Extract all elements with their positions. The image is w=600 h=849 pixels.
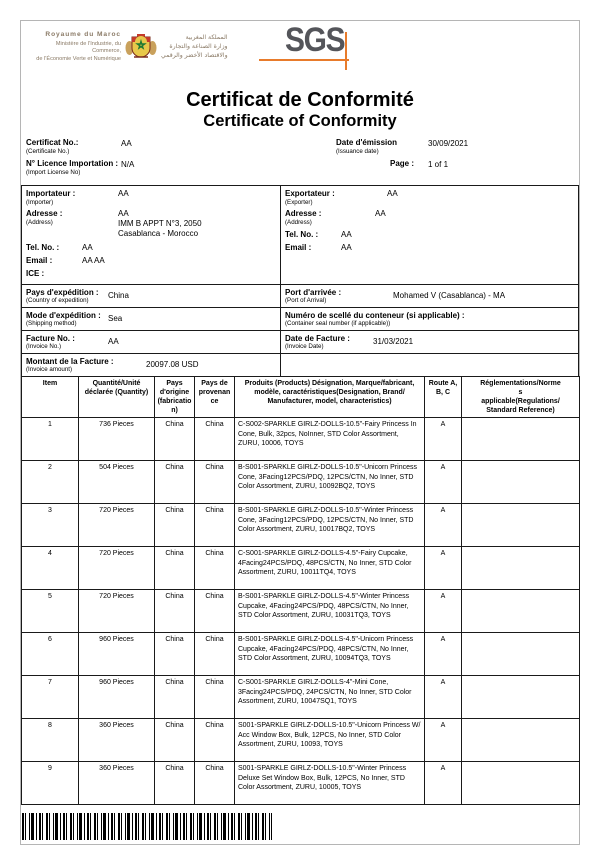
container-seal-cell bbox=[281, 308, 578, 330]
cell-regulation bbox=[462, 504, 580, 547]
cell-item: 3 bbox=[22, 504, 79, 547]
invoice-number-label: Facture No. : bbox=[26, 333, 75, 343]
cell-country-provenance: China bbox=[195, 504, 235, 547]
cell-quantity: 360 Pieces bbox=[79, 719, 155, 762]
importer-cell bbox=[22, 186, 281, 284]
table-row bbox=[22, 676, 580, 719]
expedition-label: Pays d'expédition : bbox=[26, 287, 99, 297]
gov-fr-line2: Ministère de l'Industrie, du Commerce, bbox=[55, 40, 121, 55]
cell-route: A bbox=[425, 590, 462, 633]
cell-item: 5 bbox=[22, 590, 79, 633]
page-label: Page : bbox=[389, 159, 414, 168]
gov-fr-line3: de l'Économie Verte et Numérique bbox=[36, 55, 121, 62]
invoice-date-sublabel: (Invoice Date) bbox=[285, 343, 324, 351]
cell-product-description: C-S001-SPARKLE GIRLZ-DOLLS-4"-Mini Cone, 3Facing24PCS/PDQ, 24PCS/CTN, No Inner, STD Color Assortment, ZURU, 10047SQ1, TOYS bbox=[235, 676, 425, 719]
expedition-arrival-row bbox=[22, 284, 578, 307]
import-license-sublabel: (Import License No) bbox=[26, 168, 81, 176]
cell-regulation bbox=[462, 762, 580, 805]
cell-item: 7 bbox=[22, 676, 79, 719]
table-row bbox=[22, 719, 580, 762]
morocco-coat-of-arms-icon bbox=[125, 33, 157, 61]
arrival-value: Mohamed V (Casablanca) - MA bbox=[393, 290, 506, 300]
importer-email-label: Email : bbox=[26, 256, 53, 266]
issuance-date-sublabel: (Issuance date) bbox=[336, 147, 379, 155]
certificate-info-right bbox=[326, 138, 574, 180]
importer-name: AA bbox=[118, 189, 129, 199]
importer-tel-label: Tel. No. : bbox=[26, 243, 60, 253]
invoice-amount-label: Montant de la Facture : bbox=[26, 356, 114, 366]
import-license-row bbox=[26, 159, 326, 176]
header bbox=[21, 21, 579, 83]
cell-item: 2 bbox=[22, 461, 79, 504]
cell-country-provenance: China bbox=[195, 547, 235, 590]
header-regulations: Réglementations/Normes applicable(Regulations/Standard Reference) bbox=[462, 376, 580, 417]
header-country-provenance: Pays de provenance bbox=[195, 376, 235, 417]
exporter-address-value: AA bbox=[375, 209, 386, 219]
cell-country-provenance: China bbox=[195, 719, 235, 762]
cell-country-origin: China bbox=[155, 504, 195, 547]
header-products: Produits (Products) Désignation, Marque/fabricant, modèle, caractéristiques(Designation, Brand/ Manufacturer, model, characteristics) bbox=[235, 376, 425, 417]
sgs-logo bbox=[259, 23, 355, 75]
invoice-amount-row bbox=[22, 353, 578, 376]
sgs-logo-vertical-line bbox=[345, 32, 347, 70]
shipping-method-sublabel: (Shipping method) bbox=[26, 320, 77, 328]
title-english: Certificate of Conformity bbox=[203, 112, 397, 130]
cell-product-description: B-S001-SPARKLE GIRLZ-DOLLS-4.5"-Winter Princess Cupcake, 4Facing24PCS/PDQ, 48PCS/CTN, No Inner, STD Color Assortment, ZURU, 10031TQ3, TOYS bbox=[235, 590, 425, 633]
sgs-logo-horizontal-line bbox=[259, 59, 349, 61]
items-body bbox=[22, 418, 580, 805]
issuance-date-label: Date d'émission bbox=[336, 137, 398, 147]
cell-item: 6 bbox=[22, 633, 79, 676]
cell-quantity: 720 Pieces bbox=[79, 504, 155, 547]
certificate-info-left bbox=[26, 138, 326, 180]
port-of-arrival-cell bbox=[281, 285, 578, 307]
exporter-email-label: Email : bbox=[285, 243, 312, 253]
cell-product-description: B-S001-SPARKLE GIRLZ-DOLLS-10.5"-Unicorn Princess Cone, 3Facing12PCS/PDQ, 12PCS/CTN, No Inner, STD Color Assortment, ZURU, 10092BQ2, TOYS bbox=[235, 461, 425, 504]
items-header-row bbox=[22, 376, 580, 417]
shipping-method-value: Sea bbox=[108, 313, 123, 323]
cell-country-provenance: China bbox=[195, 461, 235, 504]
cell-regulation bbox=[462, 461, 580, 504]
cell-route: A bbox=[425, 461, 462, 504]
import-license-value: N/A bbox=[121, 160, 135, 169]
shipping-method-label: Mode d'expédition : bbox=[26, 310, 101, 320]
importer-label: Importateur : bbox=[26, 189, 76, 199]
document-titles bbox=[21, 89, 579, 131]
importer-address-sublabel: (Address) bbox=[26, 218, 53, 226]
cell-country-origin: China bbox=[155, 590, 195, 633]
cell-regulation bbox=[462, 719, 580, 762]
cell-country-provenance: China bbox=[195, 676, 235, 719]
cell-quantity: 720 Pieces bbox=[79, 547, 155, 590]
cell-quantity: 960 Pieces bbox=[79, 676, 155, 719]
certificate-number-sublabel: (Certificate No.) bbox=[26, 147, 70, 155]
exporter-address-label: Adresse : bbox=[285, 209, 322, 219]
cell-quantity: 736 Pieces bbox=[79, 418, 155, 461]
cell-quantity: 720 Pieces bbox=[79, 590, 155, 633]
cell-item: 4 bbox=[22, 547, 79, 590]
cell-country-provenance: China bbox=[195, 590, 235, 633]
cell-product-description: C-S002-SPARKLE GIRLZ-DOLLS-10.5"-Fairy Princess In Cone, Bulk, 32pcs, NoInner, STD Color Assortment, ZURU, 10006, TOYS bbox=[235, 418, 425, 461]
invoice-number-sublabel: (Invoice No.) bbox=[26, 343, 62, 351]
exporter-tel-label: Tel. No. : bbox=[285, 230, 319, 240]
parties-row bbox=[22, 186, 578, 284]
sgs-logo-text: SGS bbox=[285, 21, 345, 59]
invoice-number-cell bbox=[22, 331, 281, 353]
empty-cell bbox=[281, 354, 578, 376]
cell-quantity: 504 Pieces bbox=[79, 461, 155, 504]
gov-logo-french-text bbox=[29, 31, 121, 64]
arrival-sublabel: (Port of Arrival) bbox=[285, 297, 327, 305]
table-row bbox=[22, 418, 580, 461]
header-item: Item bbox=[22, 376, 79, 417]
shipping-method-cell bbox=[22, 308, 281, 330]
cell-regulation bbox=[462, 633, 580, 676]
exporter-sublabel: (Exporter) bbox=[285, 198, 313, 206]
exporter-label: Exportateur : bbox=[285, 189, 335, 199]
cell-item: 1 bbox=[22, 418, 79, 461]
title-french: Certificat de Conformité bbox=[186, 89, 414, 111]
cell-regulation bbox=[462, 547, 580, 590]
cell-regulation bbox=[462, 590, 580, 633]
cell-country-origin: China bbox=[155, 719, 195, 762]
expedition-value: China bbox=[108, 290, 129, 300]
issuance-date-value: 30/09/2021 bbox=[428, 138, 469, 148]
table-row bbox=[22, 547, 580, 590]
cell-route: A bbox=[425, 633, 462, 676]
importer-tel-value: AA bbox=[82, 243, 93, 253]
invoice-row bbox=[22, 330, 578, 353]
cell-country-origin: China bbox=[155, 633, 195, 676]
cell-product-description: S001-SPARKLE GIRLZ-DOLLS-10.5"-Unicorn Princess W/ Acc Window Box, Bulk, 12PCS, No Inner, STD Color Assortment, ZURU, 10093, TOYS bbox=[235, 719, 425, 762]
certificate-number-row bbox=[26, 138, 326, 155]
cell-regulation bbox=[462, 418, 580, 461]
cell-quantity: 960 Pieces bbox=[79, 633, 155, 676]
parties-shipment-block bbox=[21, 185, 579, 377]
exporter-cell bbox=[281, 186, 578, 284]
gov-ar-line2: وزارة الصناعة والتجارة bbox=[169, 42, 228, 50]
cell-country-origin: China bbox=[155, 461, 195, 504]
table-row bbox=[22, 504, 580, 547]
barcode-image bbox=[22, 813, 272, 840]
expedition-sublabel: (Country of expedition) bbox=[26, 297, 89, 305]
cell-route: A bbox=[425, 719, 462, 762]
invoice-amount-cell bbox=[22, 354, 281, 376]
header-country-origin: Pays d'origine (fabrication) bbox=[155, 376, 195, 417]
cell-quantity: 360 Pieces bbox=[79, 762, 155, 805]
invoice-date-value: 31/03/2021 bbox=[373, 336, 414, 346]
cell-product-description: B-S001-SPARKLE GIRLZ-DOLLS-10.5"-Winter Princess Cone, 3Facing12PCS/PDQ, 12PCS/CTN, No Inner, STD Color Assortment, ZURU, 10017BQ2, TOYS bbox=[235, 504, 425, 547]
gov-logo-arabic-text bbox=[161, 34, 228, 60]
import-license-label: N° Licence Importation : bbox=[26, 159, 119, 168]
invoice-amount-sublabel: (Invoice amount) bbox=[26, 366, 73, 374]
issuance-date-row bbox=[336, 138, 574, 155]
invoice-date-label: Date de Facture : bbox=[285, 333, 350, 343]
cell-route: A bbox=[425, 418, 462, 461]
certificate-number-value: AA bbox=[121, 138, 132, 148]
country-of-expedition-cell bbox=[22, 285, 281, 307]
shipping-method-seal-row bbox=[22, 307, 578, 330]
importer-sublabel: (Importer) bbox=[26, 198, 54, 206]
container-seal-label: Numéro de scellé du conteneur (si applicable) : bbox=[285, 310, 465, 320]
importer-email-value: AA AA bbox=[82, 256, 105, 266]
page-number-row bbox=[336, 159, 574, 170]
cell-item: 9 bbox=[22, 762, 79, 805]
container-seal-sublabel: (Container seal number (if applicable)) bbox=[285, 320, 391, 328]
invoice-date-cell bbox=[281, 331, 578, 353]
importer-ice-label: ICE : bbox=[26, 269, 45, 279]
page-value: 1 of 1 bbox=[428, 160, 449, 169]
table-row bbox=[22, 633, 580, 676]
cell-route: A bbox=[425, 547, 462, 590]
page-frame bbox=[20, 20, 580, 845]
cell-country-origin: China bbox=[155, 762, 195, 805]
header-route: Route A, B, C bbox=[425, 376, 462, 417]
cell-country-origin: China bbox=[155, 547, 195, 590]
table-row bbox=[22, 762, 580, 805]
cell-country-provenance: China bbox=[195, 418, 235, 461]
header-quantity: Quantité/Unité déclarée (Quantity) bbox=[79, 376, 155, 417]
cell-country-provenance: China bbox=[195, 762, 235, 805]
importer-address-label: Adresse : bbox=[26, 209, 63, 219]
cell-product-description: B-S001-SPARKLE GIRLZ-DOLLS-4.5"-Unicorn Princess Cupcake, 4Facing24PCS/PDQ, 48PCS/CTN, No Inner, STD Color Assortment, ZURU, 10094TQ3, TOYS bbox=[235, 633, 425, 676]
gov-fr-line1: Royaume du Maroc bbox=[45, 31, 121, 38]
morocco-government-logo bbox=[29, 31, 228, 64]
certificate-info bbox=[21, 138, 579, 180]
cell-product-description: S001-SPARKLE GIRLZ-DOLLS-10.5"-Winter Princess Deluxe Set Window Box, Bulk, 12PCS, No Inner, STD Color Assortment, ZURU, 10005, TOYS bbox=[235, 762, 425, 805]
importer-address-value: AA IMM B APPT N°3, 2050 Casablanca - Morocco bbox=[118, 209, 202, 239]
cell-route: A bbox=[425, 504, 462, 547]
exporter-email-value: AA bbox=[341, 243, 352, 253]
arrival-label: Port d'arrivée : bbox=[285, 287, 342, 297]
cell-item: 8 bbox=[22, 719, 79, 762]
cell-country-provenance: China bbox=[195, 633, 235, 676]
gov-ar-line3: والاقتصاد الأخضر والرقمي bbox=[161, 51, 228, 59]
table-row bbox=[22, 590, 580, 633]
exporter-name: AA bbox=[387, 189, 398, 199]
items-table bbox=[21, 376, 580, 805]
exporter-tel-value: AA bbox=[341, 230, 352, 240]
gov-ar-line1: المملكة المغربية bbox=[185, 34, 228, 42]
cell-product-description: C-S001-SPARKLE GIRLZ-DOLLS-4.5"-Fairy Cupcake, 4Facing24PCS/PDQ, 48PCS/CTN, No Inner, STD Color Assortment, ZURU, 10011TQ4, TOYS bbox=[235, 547, 425, 590]
table-row bbox=[22, 461, 580, 504]
invoice-number-value: AA bbox=[108, 336, 119, 346]
certificate-number-label: Certificat No.: bbox=[26, 137, 79, 147]
cell-route: A bbox=[425, 762, 462, 805]
cell-regulation bbox=[462, 676, 580, 719]
cell-country-origin: China bbox=[155, 418, 195, 461]
cell-route: A bbox=[425, 676, 462, 719]
exporter-address-sublabel: (Address) bbox=[285, 218, 312, 226]
invoice-amount-value: 20097.08 USD bbox=[146, 359, 199, 369]
cell-country-origin: China bbox=[155, 676, 195, 719]
